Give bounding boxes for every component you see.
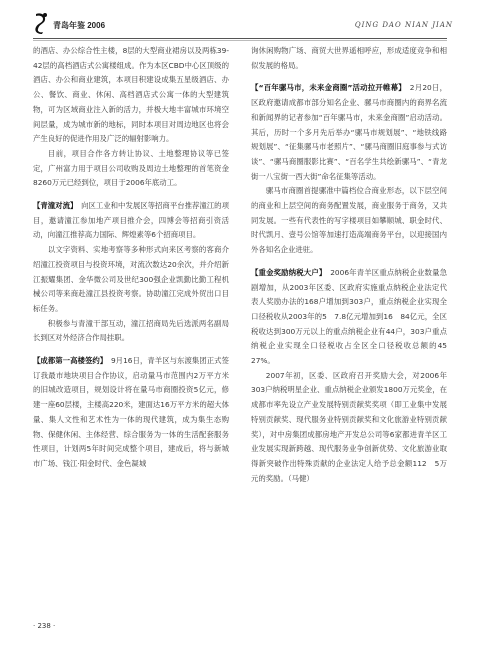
right-column [251, 44, 455, 486]
section-paragraph [33, 354, 229, 472]
paragraph: 骡马市商圈首提骡准中篇档位合商业形态，以下层空间的商业和上层空间的商务配置发展，商业服务于商务，又共同发展。一些有代表性的写字楼项目如攀顺城、职金时代、时代凯月、壹号公馆等加速打造高端商务平台，以迎接国内外各知名企业进驻。 [251, 186, 447, 255]
paragraph: 的酒店、办公综合性主楼，8层的大型商业裙房以及两栋39-42层的高档酒店式公寓楼组成。作为本区CBD中心区顶级的酒店、办公和商业建筑，本项目积建设成集五星级酒店、办公、餐饮、商业、休闲、高档酒店式公寓一体的大型建筑物，可为区域商业注入新的活力，并极大地丰富城市环境空间层量，成为城市新的地标，同时本项目对周边地区也将会产生良好的促进作用及广泛的辐射影响力。 [33, 46, 229, 144]
section-heading: 【成都第一高楼签约】 [33, 356, 104, 366]
paragraph: 2007年初，区委、区政府召开奖励大会，对2006年303户纳税明星企业、重点纳税企业颁发1800万元奖金，在成都市率先设立产业发展特别贡献奖奖项（即工业集中发展特别贡献奖、现代服务业特别贡献奖和文化旅游业特别贡献奖），对中房集团成都房地产开发总公司等6家都进青羊区工业发展实现新跨越、现代服务业争创新优势、文化旅游业取得新突破作出特殊贡献的企业法定人给予总金额112 5万元的奖励。（马健） [251, 370, 447, 483]
paragraph-text: 2006年青羊区重点纳税企业数量急剧增加，从2003年区委、区政府实施重点纳税企业法定代表人奖励办法的168户增加到303户，重点纳税企业实现全口径税收从2003年的5 7.8亿元增加到16 84亿元，全区税收达到300万元以上的重点纳税企业有44户，303户重点纳税企业实现全口径税收占全区全口径税收总额的45 27%。 [251, 267, 455, 366]
section-paragraph [251, 81, 447, 184]
page-header [33, 12, 453, 38]
header-title: 青岛年鉴 2006 [53, 21, 106, 30]
section-heading: 【重金奖励纳税大户】 [251, 267, 323, 277]
header-subtitle: QING DAO NIAN JIAN [354, 21, 453, 29]
header-divider-thin [33, 40, 447, 41]
section-paragraph [33, 199, 229, 243]
paragraph-text: 向区工业和中发展区等招商平台推荐潼江的项目，邀请潼江参加地产项目推介会，四博会等招商引资活动，向潼江推荐高力国际、辉煌素等6个招商项目。 [33, 201, 229, 240]
left-column [33, 44, 229, 472]
page-number: · 238 · [33, 622, 56, 630]
yearbook-logo-icon [33, 12, 49, 34]
paragraph: 目前，项目合作各方转让协议、土地整理协议等已签定，广州富力用于项目公司收购及周边土地整理的首笔资金8260万元已经到位，项目于2006年底动工。 [33, 148, 229, 188]
section-paragraph [251, 266, 455, 369]
paragraph-text: 2月20日，区政府邀请成都市部分知名企业、骡马市商圈内的商界名流和新闻界的记者参加“百年骡马市，未来金商圈”启动活动。其后，历时一个多月先后举办“骡马市规划展”、“地铁线路规划展”、“征集骡马市老照片”、“骡马商圈旧庭事参与式访谈”、“骡马商圈服影比赛”、“百名学生共绘新骡马”、“青龙街一八宝街一西大街”命名征集等活动。 [251, 83, 447, 181]
paragraph: 积极参与青潼干部互动，潼江招商局先后选派两名副局长到区对外经济合作局挂职。 [33, 318, 229, 343]
paragraph-text: 9月16日，青羊区与东渡集团正式签订我最市地块项目合作协议，启动量马市范围内2万平方米的旧城改造项目，规划设计将在量马市商圈投资5亿元，修建一座60层楼，主楼高220米，建面达16万平方米的超大体量、集人文性和艺术性为一体的现代建筑，成为集生态购物、保健休闲、主体经营、综合服务为一体的生活配套服务性项目，计划两5年时间完成整个项目，建成后，将与新城市广场、钱江·阳金时代、金色凝城 [33, 356, 229, 468]
section-heading: 【青潼对流】 [33, 201, 74, 211]
section-heading: 【“百年骡马市，未来金商圈”活动拉开帷幕】 [251, 83, 403, 93]
paragraph: 以文字资料、实地考察等多种形式向来区考察的客商介绍潼江投资项目与投资环境，对流次数达20余次，并介绍新江振耀集团、金华微公司及世纪300强企业凯勤比勤工程机械公司等来商赴潼江县投资考察。协助潼江完成外贸出口目标任务。 [33, 245, 229, 313]
paragraph: 询休闲购物广场、商贸大世界遥相呼应，形成适度竞争和相似发展的格局。 [251, 46, 447, 70]
header-divider [33, 38, 447, 39]
